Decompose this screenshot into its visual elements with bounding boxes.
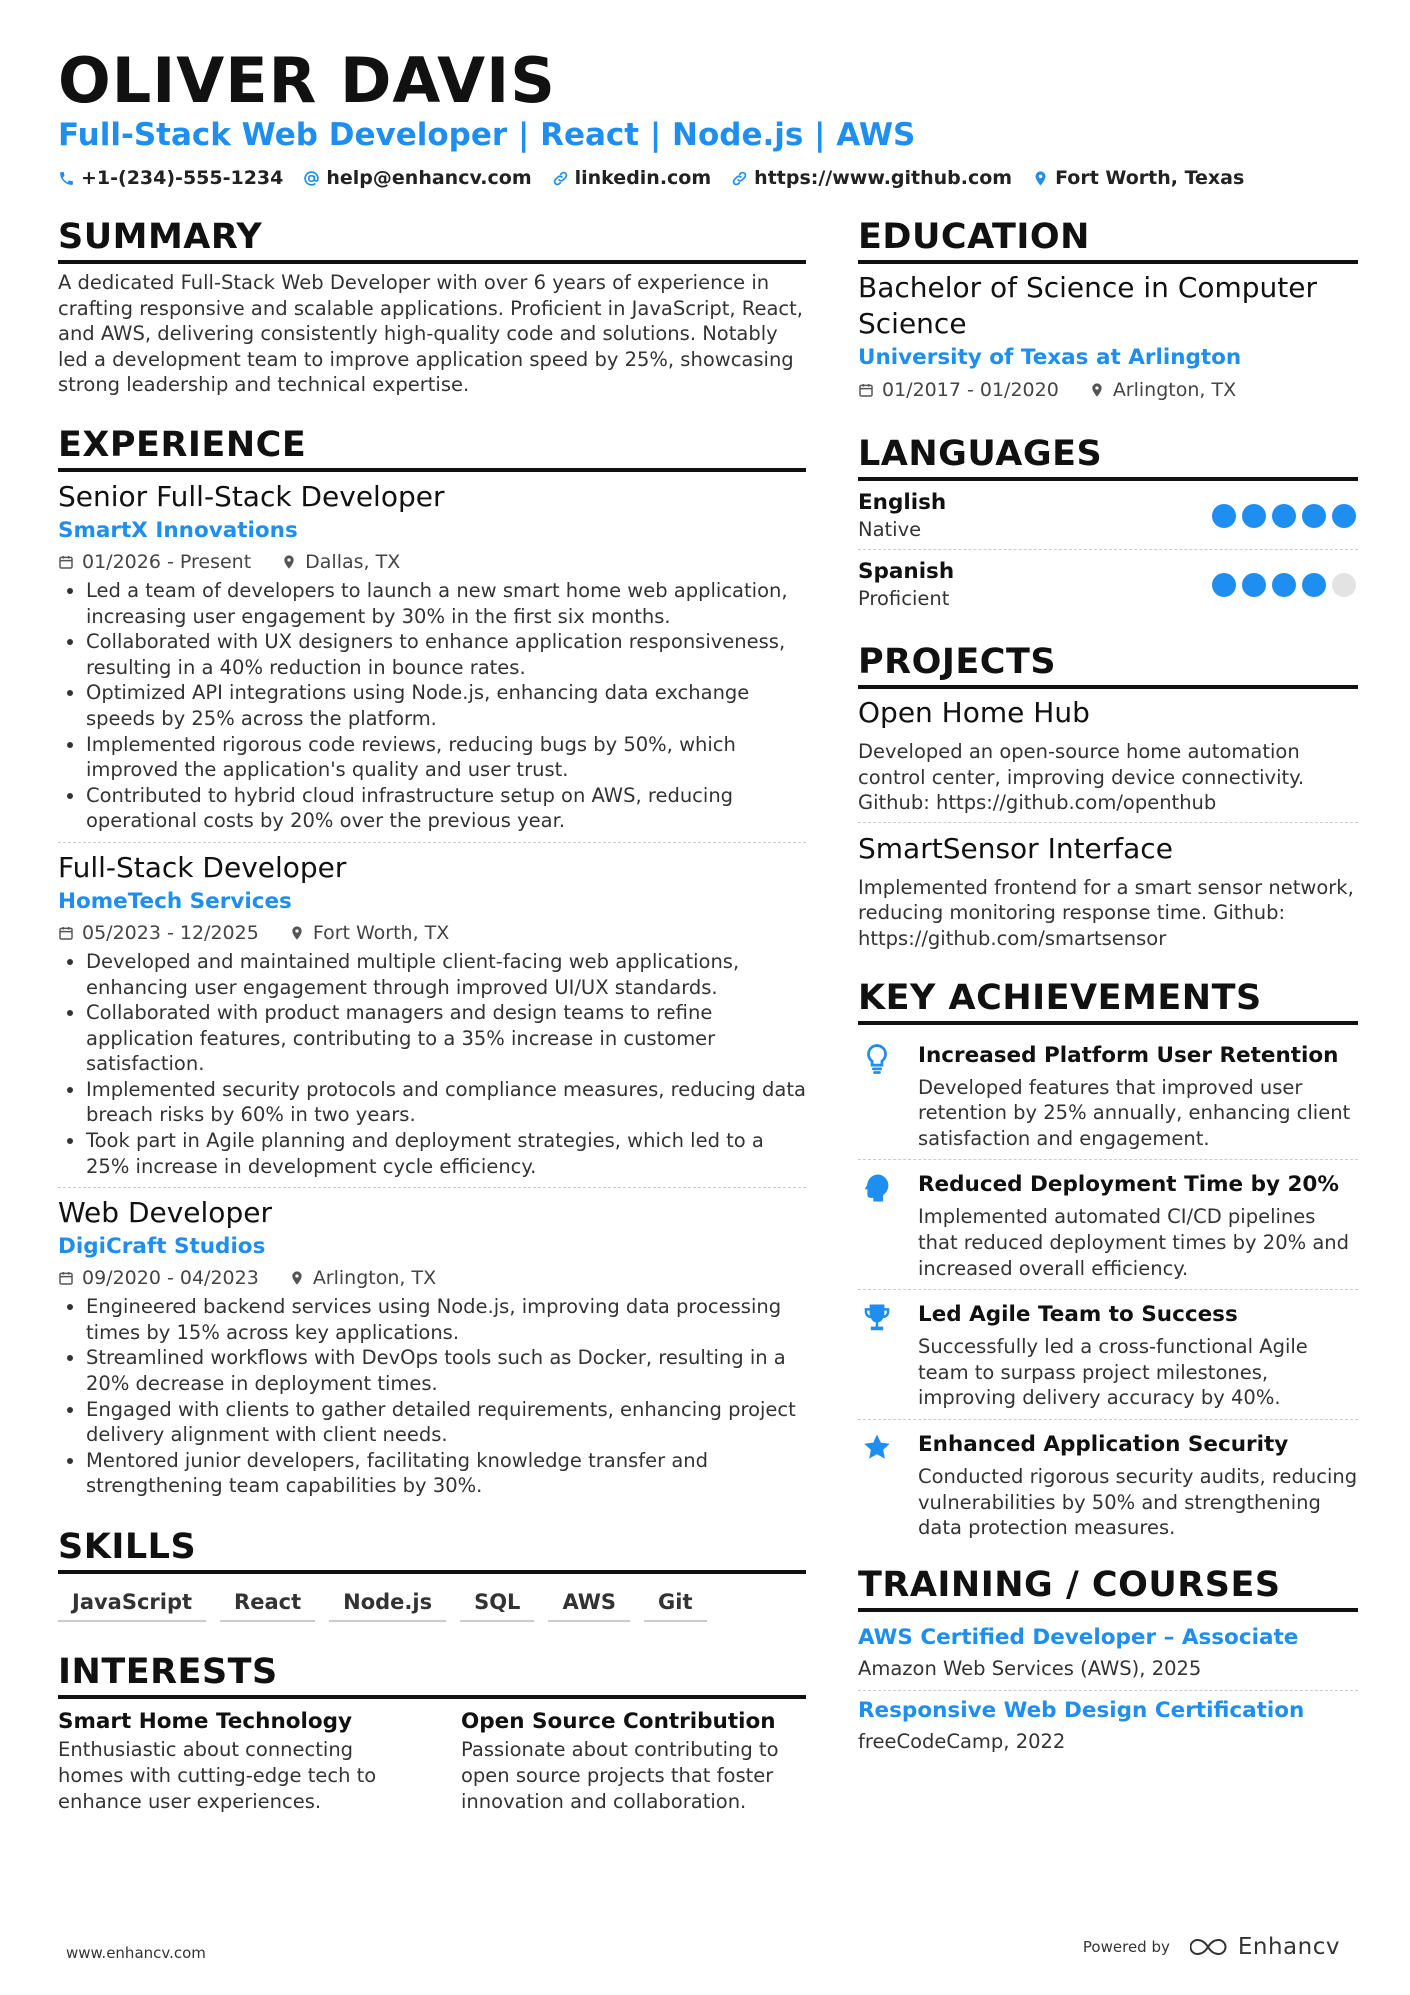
interest-title: Smart Home Technology xyxy=(58,1709,353,1734)
link-icon xyxy=(552,170,569,187)
education-meta xyxy=(858,376,1358,404)
project-desc: Implemented frontend for a smart sensor network, reducing monitoring response time. Github: https://github.com/smartsensor xyxy=(858,875,1354,950)
languages-heading: LANGUAGES xyxy=(858,432,1358,481)
interest-desc: Enthusiastic about connecting homes with cutting-edge tech to enhance user experiences. xyxy=(58,1738,377,1813)
skills-list xyxy=(58,1586,806,1622)
bullet: • Implemented rigorous code reviews, reducing bugs by 50%, which improved the application's quality and user trust. xyxy=(86,732,806,783)
language-name: Spanish xyxy=(858,559,955,584)
achievement-item xyxy=(858,1031,1358,1161)
language-level: Native xyxy=(858,518,922,541)
contact-phone[interactable] xyxy=(58,167,283,189)
education-degree: Bachelor of Science in Computer Science xyxy=(858,271,1318,340)
footer-brand[interactable] xyxy=(1083,1934,1340,1960)
achievement-desc: Conducted rigorous security audits, reducing vulnerabilities by 50% and strengthening data protection measures. xyxy=(918,1464,1358,1540)
achievement-desc: Developed features that improved user retention by 25% annually, enhancing client satisfaction and engagement. xyxy=(918,1075,1351,1150)
experience-entry xyxy=(58,1194,806,1507)
language-item xyxy=(858,556,1358,618)
project-title: SmartSensor Interface xyxy=(858,831,1173,865)
link-icon xyxy=(731,170,748,187)
education-school: University of Texas at Arlington xyxy=(858,345,1242,370)
training-heading: TRAINING / COURSES xyxy=(858,1563,1358,1612)
rating-dot-filled xyxy=(1272,504,1296,528)
summary-heading: SUMMARY xyxy=(58,215,806,264)
company-name: SmartX Innovations xyxy=(58,517,298,543)
job-location: Dallas, TX xyxy=(305,550,401,573)
job-bullets xyxy=(58,1294,806,1499)
achievement-desc: Implemented automated CI/CD pipelines that reduced deployment times by 20% and increased overall efficiency. xyxy=(918,1205,1350,1280)
footer-website[interactable]: www.enhancv.com xyxy=(66,1944,206,1962)
achievements-heading: KEY ACHIEVEMENTS xyxy=(858,976,1358,1025)
bullet: • Took part in Agile planning and deployment strategies, which led to a 25% increase in development cycle efficiency. xyxy=(86,1128,806,1179)
project-title: Open Home Hub xyxy=(858,696,1090,729)
bullet: • Engaged with clients to gather detailed requirements, enhancing project delivery alignment with client needs. xyxy=(86,1397,806,1448)
course-item xyxy=(858,1618,1358,1691)
achievement-item xyxy=(858,1160,1358,1290)
bullet: • Engineered backend services using Node.js, improving data processing times by 15% across key applications. xyxy=(86,1294,806,1345)
course-item xyxy=(858,1691,1358,1763)
calendar-icon xyxy=(58,554,74,570)
location-icon xyxy=(1089,382,1105,398)
job-meta xyxy=(58,919,806,947)
bullet: • Streamlined workflows with DevOps tools such as Docker, resulting in a 20% decrease in deployment times. xyxy=(86,1345,806,1396)
interest-title: Open Source Contribution xyxy=(461,1709,776,1734)
location-icon xyxy=(289,925,305,941)
job-dates: 09/2020 - 04/2023 xyxy=(82,1267,259,1290)
job-meta xyxy=(58,548,806,576)
project-item xyxy=(858,695,1358,823)
contact-location-text: Fort Worth, Texas xyxy=(1055,167,1245,189)
experience-heading: EXPERIENCE xyxy=(58,423,806,472)
language-item xyxy=(858,487,1358,550)
interest-desc: Passionate about contributing to open source projects that foster innovation and collaboration. xyxy=(461,1738,779,1813)
language-rating xyxy=(1212,573,1356,597)
contact-email[interactable] xyxy=(303,167,531,189)
contact-linkedin[interactable] xyxy=(552,167,712,189)
enhancv-logo-icon xyxy=(1190,1936,1232,1958)
summary-text: A dedicated Full-Stack Web Developer with over 6 years of experience in crafting responsive and scalable applications. Proficient in JavaScript, React, and AWS, delivering consistently high-quality code and solutions. Notably led a development team to improve application speed by 25%, showcasing strong leadership and technical expertise. xyxy=(58,271,803,397)
powered-by-label: Powered by xyxy=(1082,1938,1170,1956)
job-title: Full-Stack Developer xyxy=(58,850,347,884)
achievement-item xyxy=(858,1420,1358,1549)
bullet: • Collaborated with product managers and design teams to refine application features, contributing to a 35% increase in customer satisfaction. xyxy=(86,1000,806,1077)
rating-dot-filled xyxy=(1242,504,1266,528)
achievement-title: Enhanced Application Security xyxy=(918,1431,1289,1457)
bullet: • Developed and maintained multiple client-facing web applications, enhancing user engagement through improved UI/UX standards. xyxy=(86,949,806,1000)
education-location: Arlington, TX xyxy=(1112,379,1237,401)
brand-name: Enhancv xyxy=(1237,1934,1340,1960)
interest-item xyxy=(58,1707,403,1815)
job-meta xyxy=(58,1264,806,1292)
calendar-icon xyxy=(58,925,74,941)
rating-dot-empty xyxy=(1332,573,1356,597)
skill-tag: JavaScript xyxy=(58,1586,206,1622)
job-location: Fort Worth, TX xyxy=(312,921,450,944)
brand-logo xyxy=(1190,1934,1340,1960)
company-name: DigiCraft Studios xyxy=(58,1234,266,1260)
job-dates: 05/2023 - 12/2025 xyxy=(82,921,259,944)
skill-tag: React xyxy=(220,1586,315,1622)
job-title: Web Developer xyxy=(58,1196,272,1230)
bullet: • Collaborated with UX designers to enhance application responsiveness, resulting in a 40% reduction in bounce rates. xyxy=(86,629,806,680)
project-desc: Developed an open-source home automation control center, improving device connectivity. Github: https://github.com/openthub xyxy=(858,740,1305,815)
location-icon xyxy=(1032,170,1049,187)
interests-heading: INTERESTS xyxy=(58,1650,806,1699)
bullet: • Mentored junior developers, facilitating knowledge transfer and strengthening team capabilities by 30%. xyxy=(86,1448,806,1499)
skill-tag: AWS xyxy=(548,1586,630,1622)
interests-list xyxy=(58,1707,806,1815)
skills-heading: SKILLS xyxy=(58,1525,806,1574)
lightbulb-icon xyxy=(862,1043,892,1075)
course-org: Amazon Web Services (AWS), 2025 xyxy=(858,1656,1202,1680)
rating-dot-filled xyxy=(1212,504,1236,528)
language-name: English xyxy=(858,490,947,515)
skill-tag: SQL xyxy=(460,1586,534,1622)
at-icon xyxy=(303,170,320,187)
contact-linkedin-text: linkedin.com xyxy=(574,167,712,189)
achievement-item xyxy=(858,1290,1358,1420)
education-dates: 01/2017 - 01/2020 xyxy=(882,379,1059,401)
job-dates: 01/2026 - Present xyxy=(82,550,252,573)
course-title: Responsive Web Design Certification xyxy=(858,1697,1305,1723)
star-icon xyxy=(862,1432,892,1464)
company-name: HomeTech Services xyxy=(58,888,292,914)
course-org: freeCodeCamp, 2022 xyxy=(858,1729,1066,1753)
job-bullets xyxy=(58,949,806,1179)
rating-dot-filled xyxy=(1242,573,1266,597)
job-location: Arlington, TX xyxy=(312,1267,437,1290)
location-icon xyxy=(289,1270,305,1286)
right-column xyxy=(858,215,1358,1763)
bullet: • Optimized API integrations using Node.js, enhancing data exchange speeds by 25% across the platform. xyxy=(86,680,806,731)
contact-phone-text: +1-(234)-555-1234 xyxy=(81,167,284,189)
education-heading: EDUCATION xyxy=(858,215,1358,264)
rating-dot-filled xyxy=(1302,504,1326,528)
achievement-title: Reduced Deployment Time by 20% xyxy=(918,1172,1339,1198)
achievement-title: Led Agile Team to Success xyxy=(918,1302,1238,1328)
bullet: • Contributed to hybrid cloud infrastructure setup on AWS, reducing operational costs by 20% over the previous year. xyxy=(86,783,806,834)
calendar-icon xyxy=(58,1270,74,1286)
trophy-icon xyxy=(862,1302,892,1334)
experience-entry xyxy=(58,849,806,1188)
contact-email-text: help@enhancv.com xyxy=(326,167,532,189)
skill-tag: Git xyxy=(644,1586,706,1622)
calendar-icon xyxy=(858,382,874,398)
experience-entry xyxy=(58,478,806,843)
phone-icon xyxy=(58,170,75,187)
head-icon xyxy=(862,1172,892,1204)
job-title: Senior Full-Stack Developer xyxy=(58,479,445,513)
left-column xyxy=(58,215,806,1815)
bullet: • Implemented security protocols and compliance measures, reducing data breach risks by 60% in two years. xyxy=(86,1077,806,1128)
bullet: • Led a team of developers to launch a new smart home web application, increasing user engagement by 30% in the first six months. xyxy=(86,578,806,629)
contact-bar xyxy=(58,167,1244,189)
course-title: AWS Certified Developer – Associate xyxy=(858,1624,1299,1650)
contact-github[interactable] xyxy=(731,167,1012,189)
interest-item xyxy=(461,1707,806,1815)
project-item xyxy=(858,831,1358,958)
rating-dot-filled xyxy=(1212,573,1236,597)
job-bullets xyxy=(58,578,806,834)
contact-github-text: https://www.github.com xyxy=(754,167,1013,189)
skill-tag: Node.js xyxy=(329,1586,446,1622)
rating-dot-filled xyxy=(1302,573,1326,597)
contact-location xyxy=(1032,167,1244,189)
language-rating xyxy=(1212,504,1356,528)
achievement-desc: Successfully led a cross-functional Agile team to surpass project milestones, improving delivery accuracy by 40%. xyxy=(918,1335,1308,1410)
location-icon xyxy=(281,554,297,570)
candidate-name: OLIVER DAVIS xyxy=(58,44,556,117)
projects-heading: PROJECTS xyxy=(858,640,1358,689)
achievement-title: Increased Platform User Retention xyxy=(918,1042,1339,1068)
rating-dot-filled xyxy=(1332,504,1356,528)
language-level: Proficient xyxy=(858,587,950,610)
rating-dot-filled xyxy=(1272,573,1296,597)
headline: Full-Stack Web Developer | React | Node.js | AWS xyxy=(58,117,916,153)
